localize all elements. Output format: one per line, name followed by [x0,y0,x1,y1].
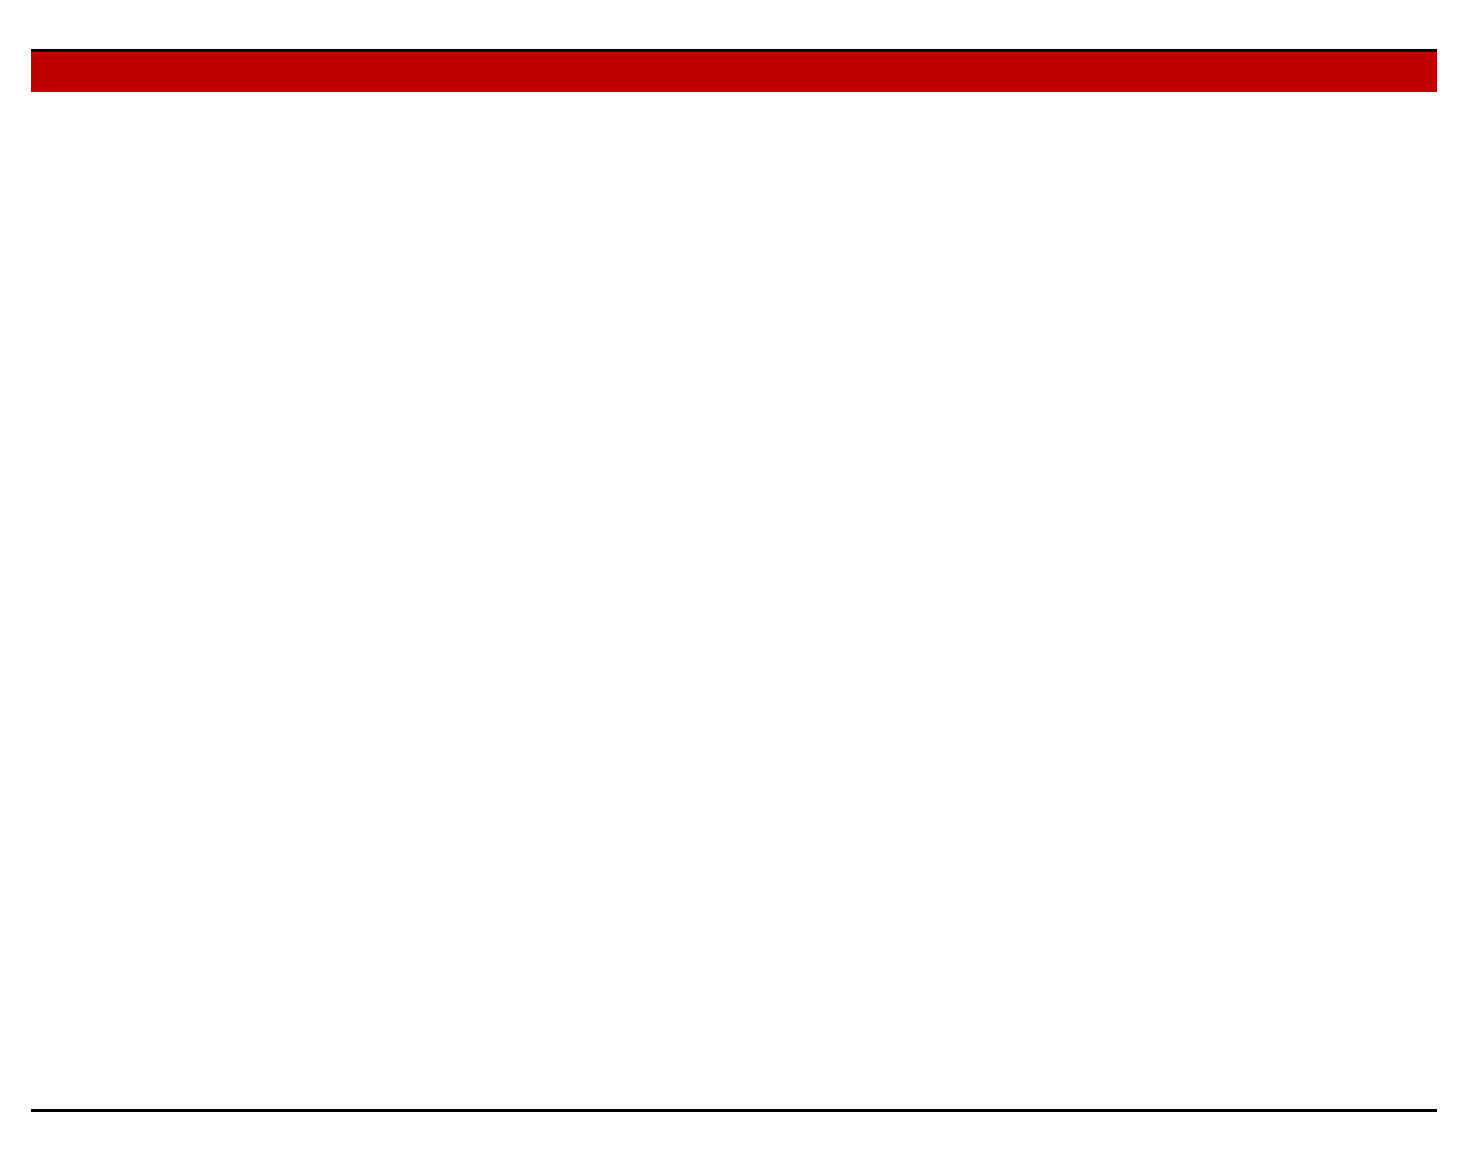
bottom-rule [31,1109,1437,1112]
policy-table [31,49,1437,92]
table-header [31,52,1437,92]
